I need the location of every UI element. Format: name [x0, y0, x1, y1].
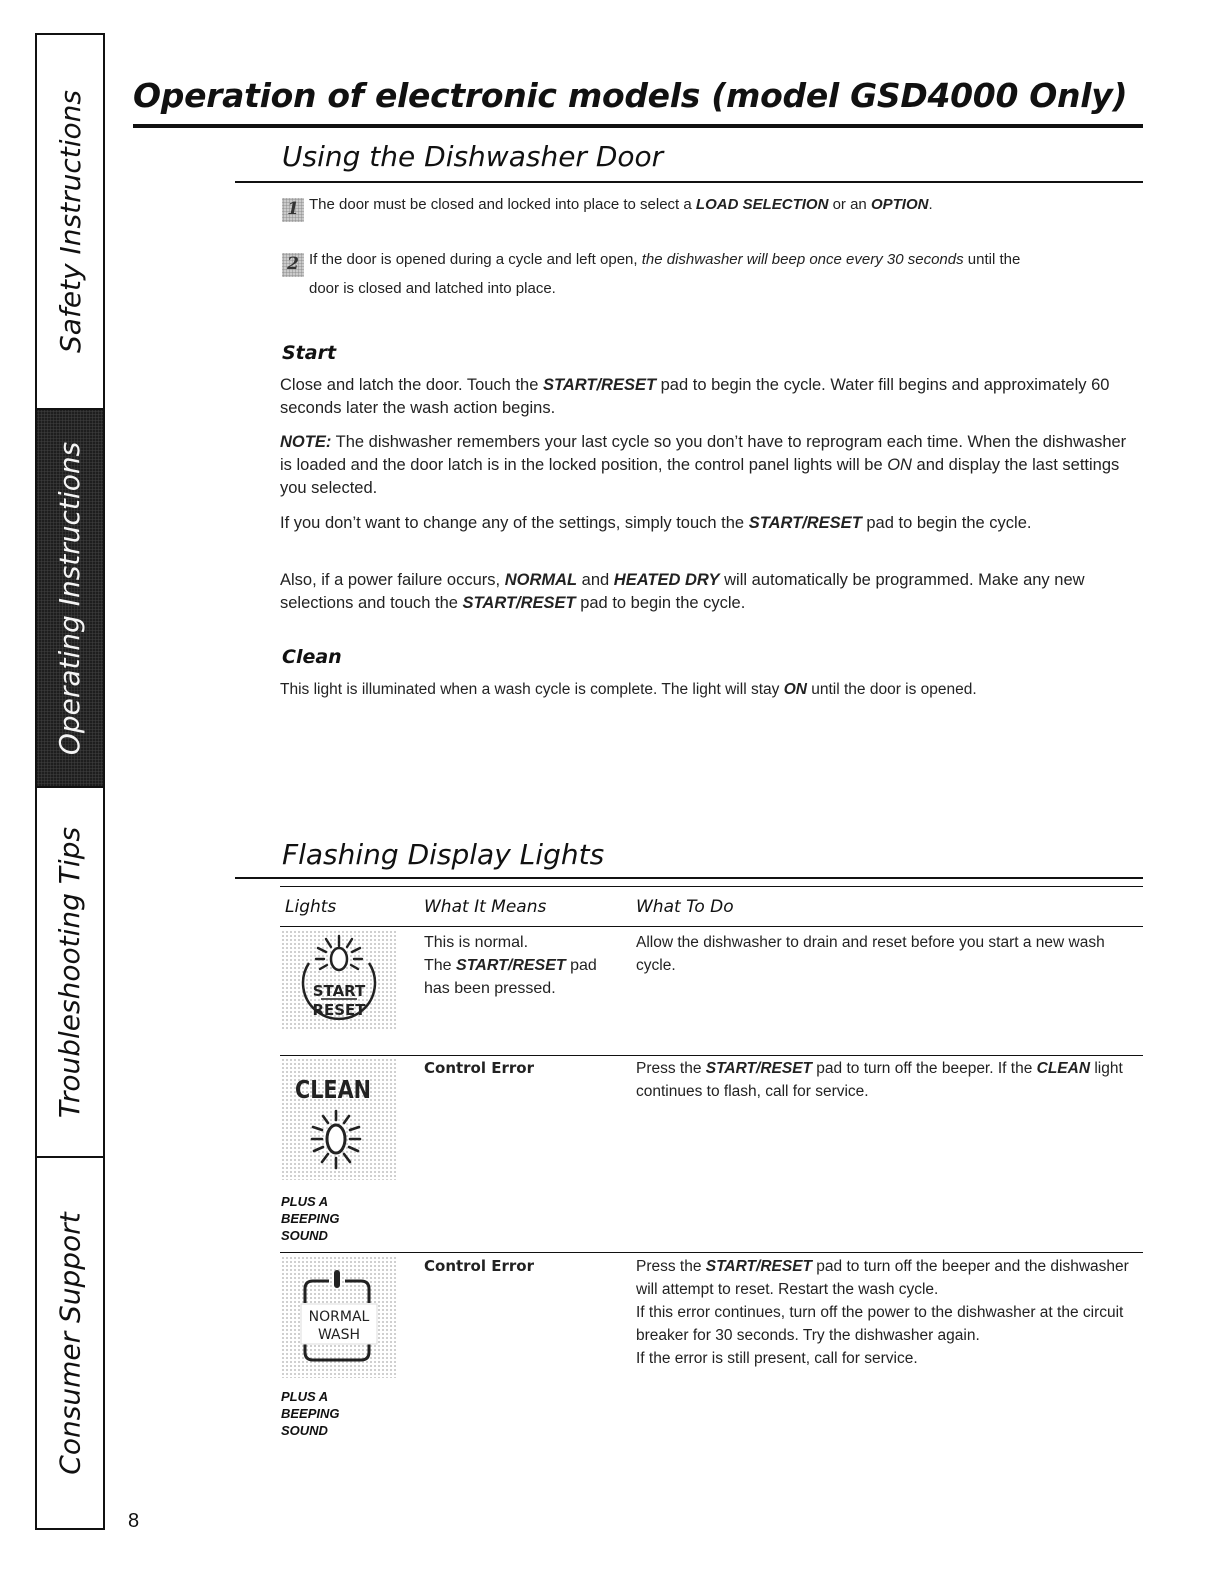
para-text: The dishwasher remembers your last cycle so you don’t have to reprogram each time. When the dishwasher is loaded and the door latch is in the locked position, the control panel lights will be — [280, 433, 1127, 474]
note-text: If the door is opened during a cycle and left open, — [309, 251, 642, 268]
start-paragraph — [280, 374, 1142, 420]
beeping-sound-note: PLUS A BEEPING SOUND — [281, 1389, 340, 1438]
todo-text: pad to turn off the beeper and the dishwasher will attempt to reset. Restart the wash cycle. — [636, 1258, 1129, 1298]
para-text: and — [577, 571, 614, 589]
normal-wash-light-icon — [281, 1256, 398, 1378]
note-text: The door must be closed and locked into place to select a — [309, 196, 696, 213]
table-header-lights: Lights — [285, 897, 337, 917]
table-rule — [280, 886, 1143, 887]
side-tab-safety-instructions[interactable] — [37, 35, 103, 410]
start-reset-light-icon — [281, 930, 398, 1030]
start-heading: Start — [282, 342, 337, 364]
side-tab-label: Troubleshooting Tips — [53, 826, 87, 1118]
beep-warning-text: the dishwasher will beep once every 30 seconds — [641, 251, 964, 268]
note-text: or an — [828, 196, 871, 213]
wash-icon-text: WASH — [317, 1327, 361, 1343]
on-term: ON — [887, 456, 912, 474]
row1-todo: Allow the dishwasher to drain and reset before you start a new wash cycle. — [636, 934, 1105, 974]
section-divider — [235, 181, 1143, 183]
means-text: pad has been pressed. — [424, 957, 597, 997]
section-divider — [235, 877, 1143, 879]
start-reset-term: START/RESET — [462, 594, 576, 612]
step-number-badge: 1 — [282, 198, 304, 222]
beeping-sound-note: PLUS A BEEPING SOUND — [281, 1194, 340, 1243]
start-reset-term: START/RESET — [456, 957, 566, 974]
means-text: The — [424, 957, 457, 974]
row1-means — [424, 931, 624, 1000]
table-rule — [280, 926, 1143, 927]
clean-paragraph — [280, 678, 1142, 701]
para-text: Also, if a power failure occurs, — [280, 571, 505, 589]
para-text: This light is illuminated when a wash cycle is complete. The light will stay — [280, 681, 784, 698]
title-divider — [133, 124, 1143, 128]
para-text: and display the last settings you selected. — [280, 456, 1120, 497]
row2-means: Control Error — [424, 1059, 534, 1077]
clean-term: CLEAN — [1036, 1060, 1091, 1077]
row3-todo — [636, 1255, 1141, 1370]
normal-icon-text: NORMAL — [308, 1309, 370, 1325]
row2-todo — [636, 1057, 1141, 1103]
side-tab-operating-instructions[interactable] — [37, 410, 103, 788]
side-tab-consumer-support[interactable] — [37, 1158, 103, 1528]
side-tab-troubleshooting-tips[interactable] — [37, 788, 103, 1158]
start-icon-text: START — [312, 982, 366, 1000]
para-text: until the door is opened. — [806, 681, 977, 698]
page-number: 8 — [128, 1510, 140, 1532]
para-text: will automatically be programmed. Make any new selections and touch the — [280, 571, 1085, 612]
table-header-means: What It Means — [424, 897, 547, 917]
todo-line — [636, 1255, 1141, 1301]
table-rule — [280, 1252, 1143, 1253]
todo-text: Press the — [636, 1060, 706, 1077]
clean-light-icon — [281, 1058, 398, 1180]
section-title-door: Using the Dishwasher Door — [282, 140, 664, 173]
start-reset-term: START/RESET — [542, 376, 657, 394]
todo-text: light continues to flash, call for service. — [636, 1060, 1123, 1100]
reset-icon-text: RESET — [312, 1001, 366, 1019]
todo-text: Press the — [636, 1258, 706, 1275]
start-note-paragraph — [280, 431, 1142, 500]
note-label: NOTE: — [280, 433, 332, 451]
para-text: Close and latch the door. Touch the — [280, 376, 543, 394]
section-title-flashing-lights: Flashing Display Lights — [282, 838, 605, 871]
start-reset-term: START/RESET — [748, 514, 862, 532]
door-note-2 — [282, 248, 1132, 300]
normal-term: NORMAL — [504, 571, 578, 589]
side-tab-label: Safety Instructions — [53, 90, 87, 353]
start-reset-term: START/RESET — [705, 1258, 812, 1275]
start-reset-term: START/RESET — [705, 1060, 812, 1077]
side-tab-label: Consumer Support — [53, 1211, 87, 1475]
start-paragraph — [280, 569, 1142, 615]
note-text: until the — [963, 251, 1021, 268]
todo-text: pad to turn off the beeper. If the — [812, 1060, 1037, 1077]
clean-heading: Clean — [282, 646, 342, 668]
option-term: OPTION — [870, 196, 929, 213]
side-tab-label: Operating Instructions — [53, 441, 87, 755]
means-text: This is normal. — [424, 934, 529, 951]
note-text: door is closed and latched into place. — [309, 280, 556, 297]
heated-dry-term: HEATED DRY — [613, 571, 720, 589]
para-text: If you don’t want to change any of the settings, simply touch the — [280, 514, 749, 532]
table-header-todo: What To Do — [636, 897, 734, 917]
table-rule — [280, 1055, 1143, 1056]
para-text: pad to begin the cycle. — [861, 514, 1032, 532]
on-term: ON — [783, 681, 807, 698]
row3-means: Control Error — [424, 1257, 534, 1275]
todo-line: If the error is still present, call for service. — [636, 1350, 918, 1367]
todo-line: If this error continues, turn off the power to the dishwasher at the circuit breaker for 30 seconds. Try the dishwasher again. — [636, 1304, 1124, 1344]
para-text: pad to begin the cycle. Water fill begins and approximately 60 seconds later the wash action begins. — [280, 376, 1110, 417]
start-paragraph — [280, 512, 1142, 535]
door-note-1 — [282, 193, 1122, 222]
load-selection-term: LOAD SELECTION — [695, 196, 829, 213]
page-title: Operation of electronic models (model GSD4000 Only) — [133, 76, 1128, 115]
side-tab-strip — [35, 33, 105, 1530]
para-text: pad to begin the cycle. — [575, 594, 746, 612]
clean-icon-text: CLEAN — [295, 1075, 371, 1104]
step-number-badge: 2 — [282, 253, 304, 277]
note-text: . — [928, 196, 933, 213]
